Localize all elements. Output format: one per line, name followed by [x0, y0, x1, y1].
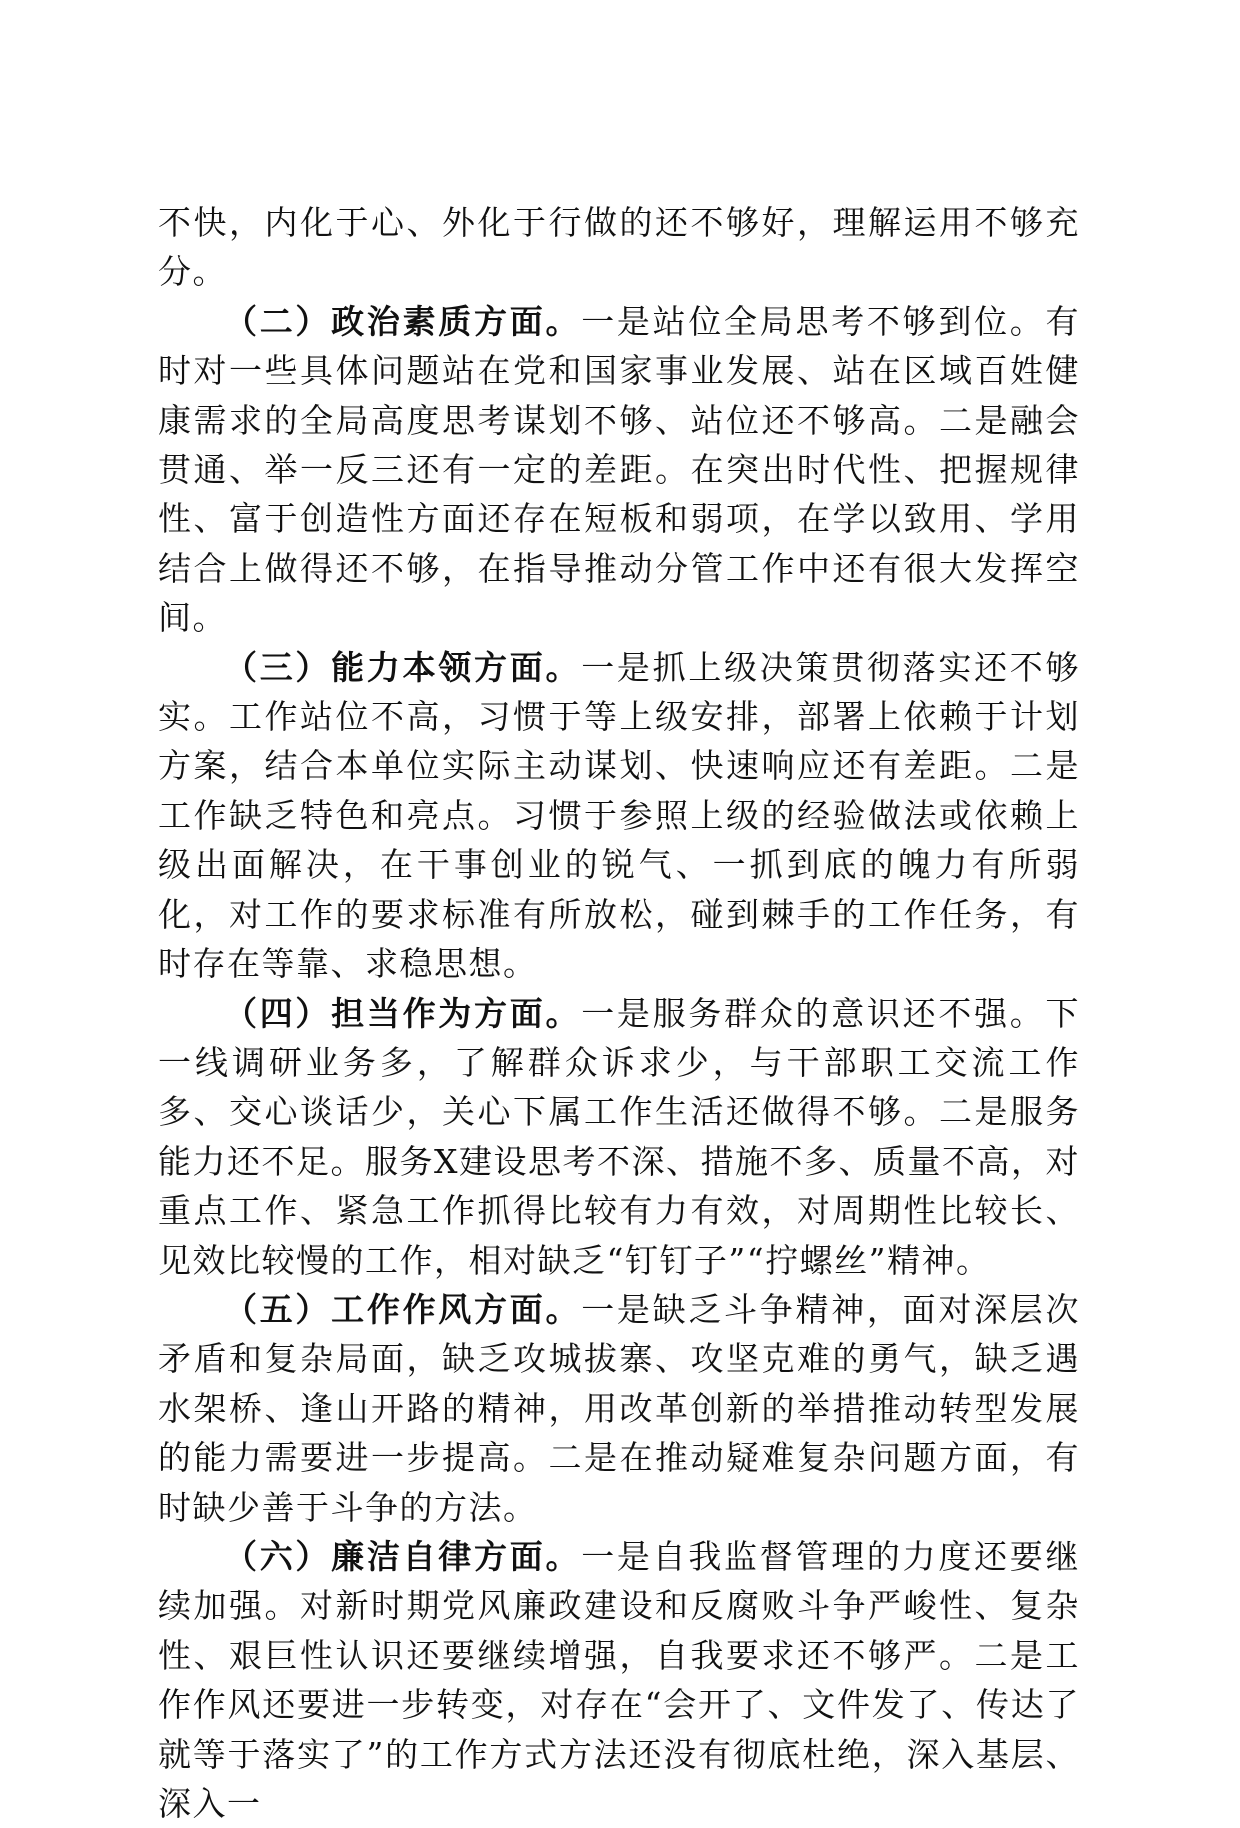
paragraph-political-quality — [158, 297, 1080, 643]
paragraph-ability — [158, 643, 1080, 989]
paragraph-work-style — [158, 1285, 1080, 1532]
paragraph-text: 不快，内化于心、外化于行做的还不够好，理解运用不够充分。 — [158, 203, 1080, 292]
paragraph-text: 一是服务群众的意识还不强。下一线调研业务多，了解群众诉求少，与干部职工交流工作多、交心谈话少，关心下属工作生活还做得不够。二是服务能力还不足。服务X建设思考不深、措施不多、质量不高，对重点工作、紧急工作抓得比较有力有效，对周期性比较长、见效比较慢的工作，相对缺乏“钉钉子”“拧螺丝”精神。 — [158, 993, 1081, 1280]
paragraph-integrity — [158, 1532, 1080, 1828]
paragraph-text: 一是抓上级决策贯彻落实还不够实。工作站位不高，习惯于等上级安排，部署上依赖于计划方案，结合本单位实际主动谋划、快速响应还有差距。二是工作缺乏特色和亮点。习惯于参照上级的经验做法或依赖上级出面解决，在干事创业的锐气、一抓到底的魄力有所弱化，对工作的要求标准有所放松，碰到棘手的工作任务，有时存在等靠、求稳思想。 — [158, 647, 1081, 984]
paragraph-text: 一是缺乏斗争精神，面对深层次矛盾和复杂局面，缺乏攻城拔寨、攻坚克难的勇气，缺乏遇水架桥、逢山开路的精神，用改革创新的举措推动转型发展的能力需要进一步提高。二是在推动疑难复杂问题方面，有时缺少善于斗争的方法。 — [158, 1289, 1081, 1527]
paragraph-responsibility — [158, 989, 1080, 1285]
paragraph-text: 一是站位全局思考不够到位。有时对一些具体问题站在党和国家事业发展、站在区域百姓健康需求的全局高度思考谋划不够、站位还不够高。二是融会贯通、举一反三还有一定的差距。在突出时代性、把握规律性、富于创造性方面还存在短板和弱项，在学以致用、学用结合上做得还不够，在指导推动分管工作中还有很大发挥空间。 — [158, 301, 1081, 638]
section-heading: （六）廉洁自律方面。 — [224, 1536, 582, 1576]
section-heading: （四）担当作为方面。 — [224, 993, 582, 1033]
paragraph-text: 一是自我监督管理的力度还要继续加强。对新时期党风廉政建设和反腐败斗争严峻性、复杂性、艰巨性认识还要继续增强，自我要求还不够严。二是工作作风还要进一步转变，对存在“会开了、文件发了、传达了就等于落实了”的工作方式方法还没有彻底杜绝，深入基层、深入一 — [158, 1536, 1081, 1823]
section-heading: （五）工作作风方面。 — [224, 1289, 582, 1329]
paragraph-continuation — [158, 198, 1080, 297]
document-body — [158, 198, 1080, 1828]
section-heading: （二）政治素质方面。 — [224, 301, 582, 341]
section-heading: （三）能力本领方面。 — [224, 647, 582, 687]
